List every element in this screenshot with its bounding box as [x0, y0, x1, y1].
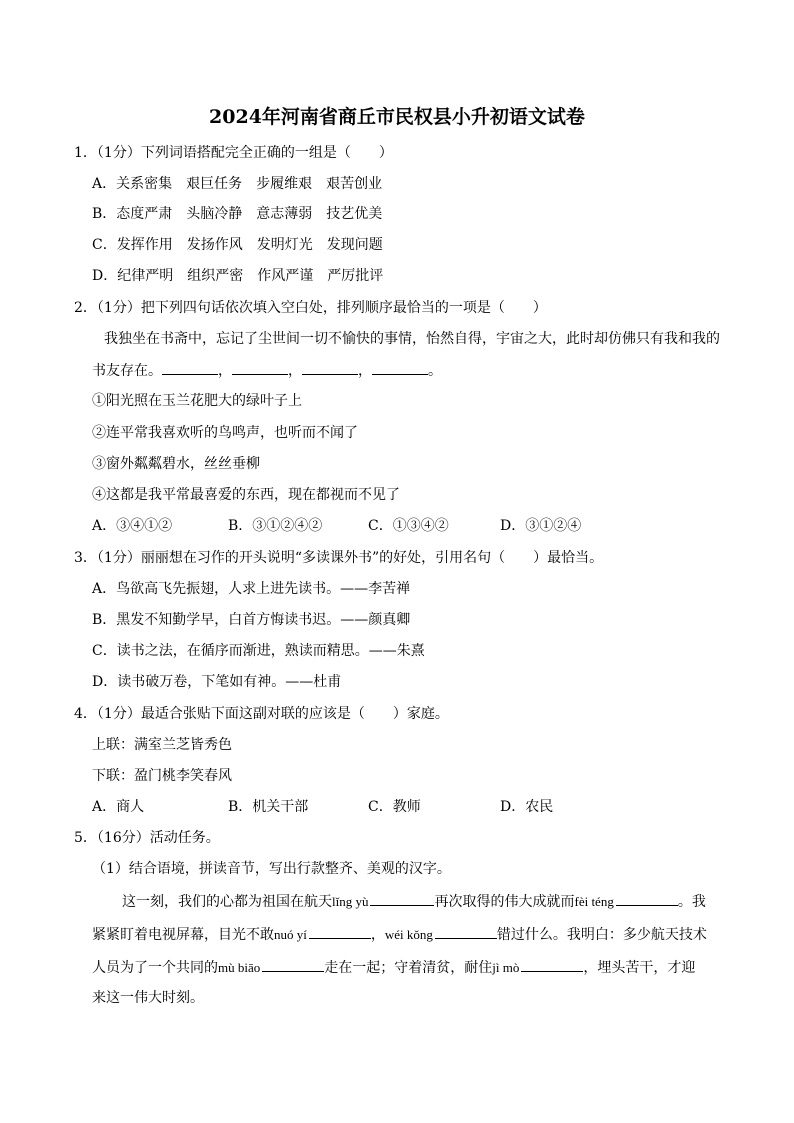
- pinyin-hint: jì mò: [492, 960, 520, 975]
- question-5-passage-line-2: 紧紧盯着电视屏幕，目光不敢nuó yí ，wéi kǒng 错过什么。我明白：多少航天技术: [92, 924, 707, 945]
- question-1-option-a: A．关系密集 艰巨任务 步履维艰 艰苦创业: [92, 176, 383, 192]
- pinyin-hint: mù biāo: [218, 960, 261, 975]
- couplet-upper: 上联：满室兰芝皆秀色: [92, 737, 232, 753]
- question-2-option-d: D．③①②④: [500, 518, 582, 534]
- question-2-sentence-1: ①阳光照在玉兰花肥大的绿叶子上: [92, 393, 302, 409]
- question-1-option-c: C．发挥作用 发扬作风 发明灯光 发现问题: [92, 237, 383, 253]
- answer-blank[interactable]: [372, 360, 428, 375]
- question-3-stem: 3．（1分）丽丽想在习作的开头说明“多读课外书”的好处，引用名句（ ）最恰当。: [74, 550, 604, 566]
- question-5-subtask-1: （1）结合语境，拼读音节，写出行款整齐、美观的汉字。: [92, 861, 451, 877]
- question-4-option-b: B．机关干部: [228, 799, 309, 815]
- question-3-option-c: C．读书之法，在循序而渐进，熟读而精思。——朱熹: [92, 643, 425, 659]
- question-4-option-c: C．教师: [368, 799, 421, 815]
- question-5-passage-line-1: 这一刻，我们的心都为祖国在航天lǐng yù 再次取得的伟大成就而fèi téng 。我: [122, 891, 706, 912]
- question-4-option-a: A．商人: [92, 799, 145, 815]
- question-2-sentence-3: ③窗外粼粼碧水，丝丝垂柳: [92, 456, 260, 472]
- question-5-passage-line-3: 人员为了一个共同的mù biāo 走在一起；守着清贫，耐住jì mò ，埋头苦干，才迎: [92, 957, 695, 978]
- answer-blank[interactable]: [616, 891, 678, 906]
- question-2-option-a: A．③④①②: [92, 518, 173, 534]
- question-3-option-b: B．黑发不知勤学早，白首方悔读书迟。——颜真卿: [92, 612, 411, 628]
- answer-blank[interactable]: [309, 924, 371, 939]
- pinyin-hint: nuó yí: [274, 927, 307, 942]
- question-1-option-d: D．纪律严明 组织严密 作风严谨 严厉批评: [92, 268, 384, 284]
- question-3-option-d: D．读书破万卷，下笔如有神。——杜甫: [92, 674, 342, 690]
- answer-blank[interactable]: [302, 360, 358, 375]
- question-2-passage-line-2: 书友存在。 ， ， ， 。: [92, 360, 442, 381]
- question-5-passage-line-4: 来这一伟大时刻。: [92, 990, 204, 1006]
- pinyin-hint: fèi téng: [574, 894, 614, 909]
- pinyin-hint: wéi kǒng: [384, 927, 433, 942]
- answer-blank[interactable]: [521, 957, 583, 972]
- question-4-stem: 4．（1分）最适合张贴下面这副对联的应该是（ ）家庭。: [74, 706, 449, 722]
- question-2-passage-line-1: 我独坐在书斋中，忘记了尘世间一切不愉快的事情，怡然自得，宇宙之大，此时却仿佛只有我和我的: [104, 331, 720, 347]
- question-1-stem: 1．（1分）下列词语搭配完全正确的一组是（ ）: [74, 145, 393, 161]
- couplet-lower: 下联：盈门桃李笑春风: [92, 768, 232, 784]
- page-title: 2024年河南省商丘市民权县小升初语文试卷: [209, 106, 585, 128]
- answer-blank[interactable]: [370, 891, 434, 906]
- answer-blank[interactable]: [435, 924, 497, 939]
- question-3-option-a: A．鸟欲高飞先振翅，人求上进先读书。——李苦禅: [92, 581, 411, 597]
- answer-blank[interactable]: [162, 360, 218, 375]
- question-5-stem: 5．（16分）活动任务。: [74, 830, 220, 846]
- question-4-option-d: D．农民: [500, 799, 554, 815]
- question-2-sentence-4: ④这都是我平常最喜爱的东西，现在都视而不见了: [92, 487, 400, 503]
- question-2-option-b: B．③①②④②: [228, 518, 323, 534]
- answer-blank[interactable]: [262, 957, 324, 972]
- question-2-option-c: C．①③④②: [368, 518, 449, 534]
- question-1-option-b: B．态度严肃 头脑冷静 意志薄弱 技艺优美: [92, 206, 383, 222]
- question-2-options: [0, 516, 794, 536]
- question-2-sentence-2: ②连平常我喜欢听的鸟鸣声，也听而不闻了: [92, 425, 358, 441]
- pinyin-hint: lǐng yù: [332, 894, 369, 909]
- passage-prefix: 书友存在。: [92, 363, 162, 379]
- question-4-options: [0, 797, 794, 817]
- question-2-stem: 2．（1分）把下列四句话依次填入空白处，排列顺序最恰当的一项是（ ）: [74, 300, 547, 316]
- answer-blank[interactable]: [232, 360, 288, 375]
